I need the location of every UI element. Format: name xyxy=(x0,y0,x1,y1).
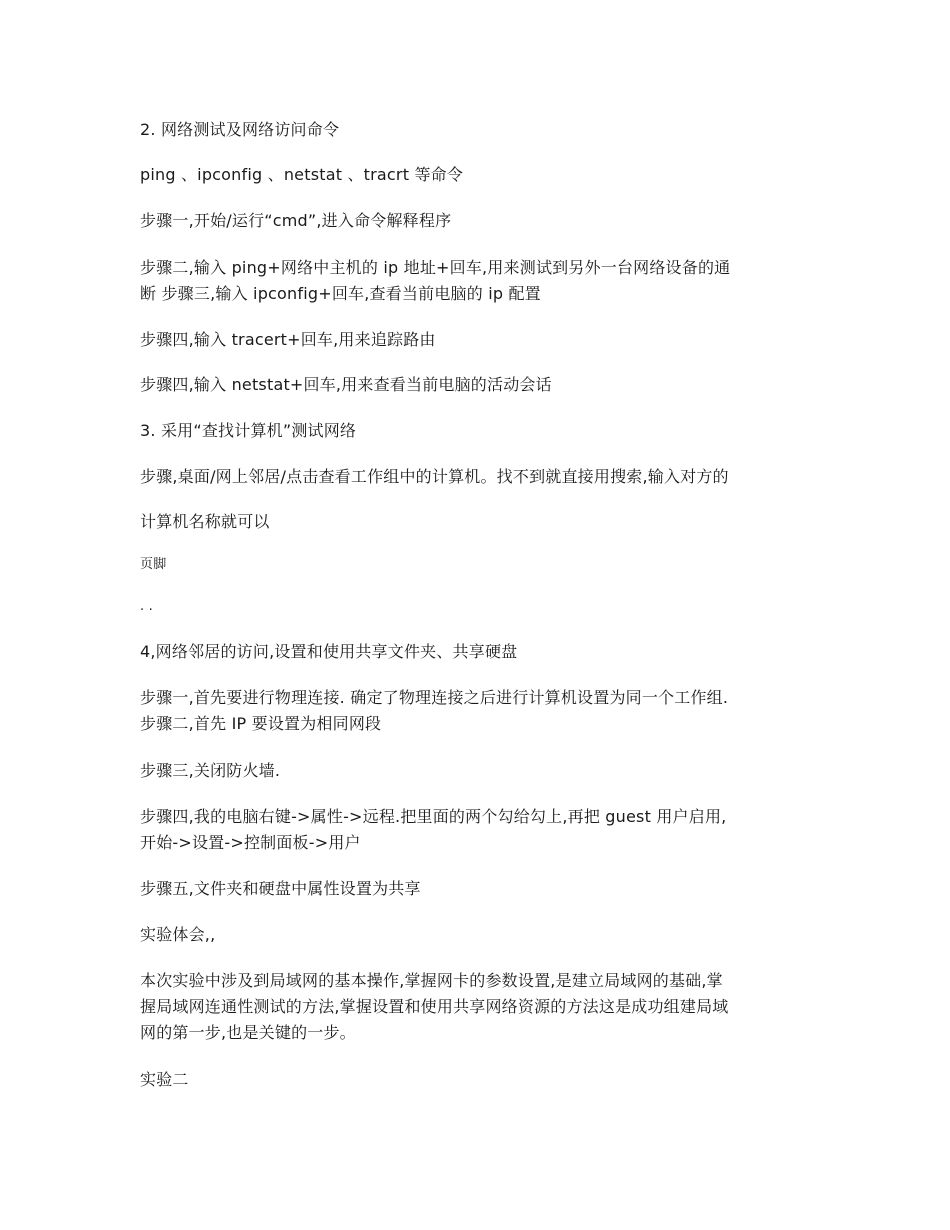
command-list: ping 、ipconfig 、netstat 、tracrt 等命令 xyxy=(140,165,464,184)
experiment-two-heading: 实验二 xyxy=(140,1070,189,1089)
section-heading-network-neighborhood: 4,网络邻居的访问,设置和使用共享文件夹、共享硬盘 xyxy=(140,642,518,661)
page-footer-label: 页脚 xyxy=(140,557,167,572)
step-four-netstat: 步骤四,输入 netstat+回车,用来查看当前电脑的活动会话 xyxy=(140,375,552,394)
sharing-step-five: 步骤五,文件夹和硬盘中属性设置为共享 xyxy=(140,879,421,898)
reflection-paragraph-line-2: 握局域网连通性测试的方法,掌握设置和使用共享网络资源的方法这是成功组建局域 xyxy=(140,997,729,1016)
sharing-step-four-continued: 开始->设置->控制面板->用户 xyxy=(140,833,361,852)
sharing-step-four: 步骤四,我的电脑右键->属性->远程.把里面的两个勾给勾上,再把 guest 用户启用, xyxy=(140,807,727,826)
experiment-reflection-heading: 实验体会,, xyxy=(140,925,216,944)
find-computer-step: 步骤,桌面/网上邻居/点击查看工作组中的计算机。找不到就直接用搜索,输入对方的 xyxy=(140,467,729,486)
sharing-step-two: 步骤二,首先 IP 要设置为相同网段 xyxy=(140,714,382,733)
reflection-paragraph-line-3: 网的第一步,也是关键的一步。 xyxy=(140,1023,356,1042)
find-computer-step-continued: 计算机名称就可以 xyxy=(140,512,270,531)
sharing-step-one: 步骤一,首先要进行物理连接. 确定了物理连接之后进行计算机设置为同一个工作组. xyxy=(140,688,729,707)
step-three-ipconfig: 断 步骤三,输入 ipconfig+回车,查看当前电脑的 ip 配置 xyxy=(140,284,541,303)
step-one-cmd: 步骤一,开始/运行“cmd”,进入命令解释程序 xyxy=(140,211,452,230)
sharing-step-three: 步骤三,关闭防火墙. xyxy=(140,761,281,780)
section-heading-network-test: 2. 网络测试及网络访问命令 xyxy=(140,120,340,139)
step-two-ping: 步骤二,输入 ping+网络中主机的 ip 地址+回车,用来测试到另外一台网络设备的通 xyxy=(140,258,731,277)
section-heading-find-computer: 3. 采用“查找计算机”测试网络 xyxy=(140,421,357,440)
reflection-paragraph-line-1: 本次实验中涉及到局域网的基本操作,掌握网卡的参数设置,是建立局域网的基础,掌 xyxy=(140,971,723,990)
page-separator-dots: . . xyxy=(140,599,153,614)
step-four-tracert: 步骤四,输入 tracert+回车,用来追踪路由 xyxy=(140,330,436,349)
